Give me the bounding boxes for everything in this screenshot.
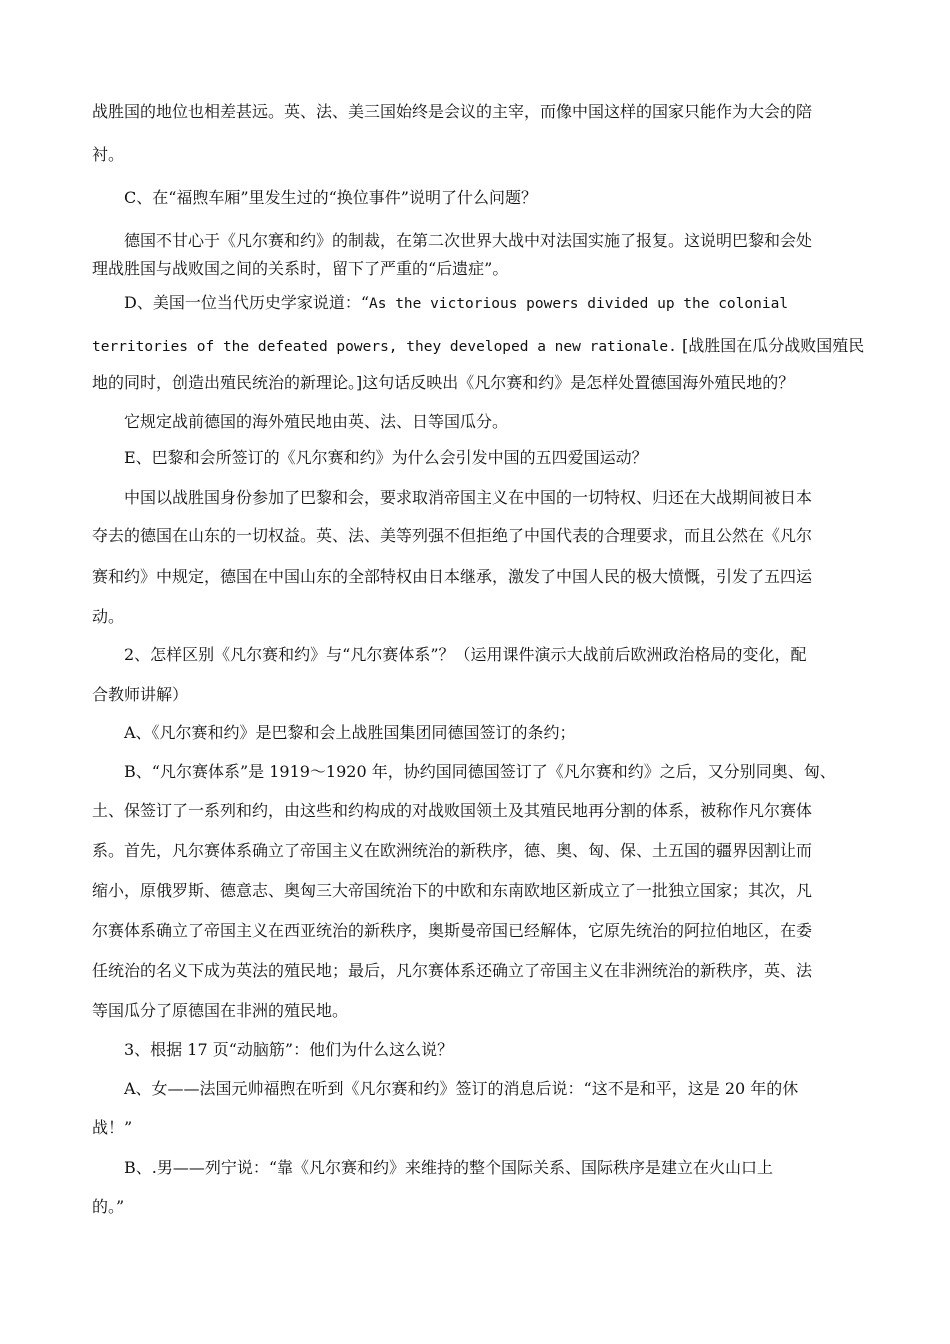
answer-2b-line: 任统治的名义下成为英法的殖民地；最后，凡尔赛体系还确立了帝国主义在非洲统治的新秩序，英、法 [92,961,813,980]
answer-2a: A、《凡尔赛和约》是巴黎和会上战胜国集团同德国签订的条约； [124,723,576,742]
answer-3a-line: 战！” [92,1118,133,1137]
answer-2b-line: 系。首先，凡尔赛体系确立了帝国主义在欧洲统治的新秩序，德、奥、匈、保、土五国的疆界因割让而 [92,841,813,860]
answer-e-line: 中国以战胜国身份参加了巴黎和会，要求取消帝国主义在中国的一切特权、归还在大战期间被日本 [124,488,813,507]
answer-3a-line: A、女——法国元帅福煦在听到《凡尔赛和约》签订的消息后说：“这不是和平，这是 20 年的休 [124,1079,799,1098]
answer-2b-line: 尔赛体系确立了帝国主义在西亚统治的新秩序，奥斯曼帝国已经解体，它原先统治的阿拉伯地区，在委 [92,921,813,940]
answer-e-line: 赛和约》中规定，德国在中国山东的全部特权由日本继承，激发了中国人民的极大愤慨，引发了五四运 [92,567,813,586]
english-quote: territories of the defeated powers, they developed a new rationale. [92,339,677,355]
question-d-line: 地的同时，创造出殖民统治的新理论。]这句话反映出《凡尔赛和约》是怎样处置德国海外殖民地的？ [92,373,795,392]
answer-2b-line: 土、保签订了一系列和约，由这些和约构成的对战败国领土及其殖民地再分割的体系，被称作凡尔赛体 [92,801,813,820]
question-2-line: 合教师讲解） [92,685,189,704]
question-d-line [92,336,864,357]
question-3: 3、根据 17 页“动脑筋”：他们为什么这么说？ [124,1040,454,1059]
answer-2b-line: 等国瓜分了原德国在非洲的殖民地。 [92,1001,349,1020]
answer-3b-line: 的。” [92,1197,125,1216]
answer-c-line: 德国不甘心于《凡尔赛和约》的制裁，在第二次世界大战中对法国实施了报复。这说明巴黎和会处 [124,231,813,250]
paragraph-line: 衬。 [92,145,125,164]
answer-2b-line: 缩小，原俄罗斯、德意志、奥匈三大帝国统治下的中欧和东南欧地区新成立了一批独立国家；其次，凡 [92,881,813,900]
english-quote: As the victorious powers divided up the colonial [369,296,789,312]
answer-3b-line: B、.男——列宁说：“靠《凡尔赛和约》来维持的整个国际关系、国际秩序是建立在火山口上 [124,1158,774,1177]
answer-c-line: 理战胜国与战败国之间的关系时，留下了严重的“后遗症”。 [92,259,509,278]
question-e: E、巴黎和会所签订的《凡尔赛和约》为什么会引发中国的五四爱国运动？ [124,448,648,467]
question-d-translation: [战胜国在瓜分战败国殖民 [682,336,865,355]
question-d-line [124,293,860,314]
answer-d: 它规定战前德国的海外殖民地由英、法、日等国瓜分。 [124,412,509,431]
answer-e-line: 夺去的德国在山东的一切权益。英、法、美等列强不但拒绝了中国代表的合理要求，而且公然在《凡尔 [92,526,813,545]
answer-2b-line: B、“凡尔赛体系”是 1919～1920 年，协约国同德国签订了《凡尔赛和约》之后，又分别同奥、匈、 [124,762,836,781]
answer-e-line: 动。 [92,607,125,626]
question-d-intro: D、美国一位当代历史学家说道：“ [124,293,370,312]
question-c: C、在“福煦车厢”里发生过的“换位事件”说明了什么问题？ [124,188,537,207]
question-2-line: 2、怎样区别《凡尔赛和约》与“凡尔赛体系”？（运用课件演示大战前后欧洲政治格局的变化，配 [124,645,807,664]
paragraph-line: 战胜国的地位也相差甚远。英、法、美三国始终是会议的主宰，而像中国这样的国家只能作为大会的陪 [92,102,813,121]
